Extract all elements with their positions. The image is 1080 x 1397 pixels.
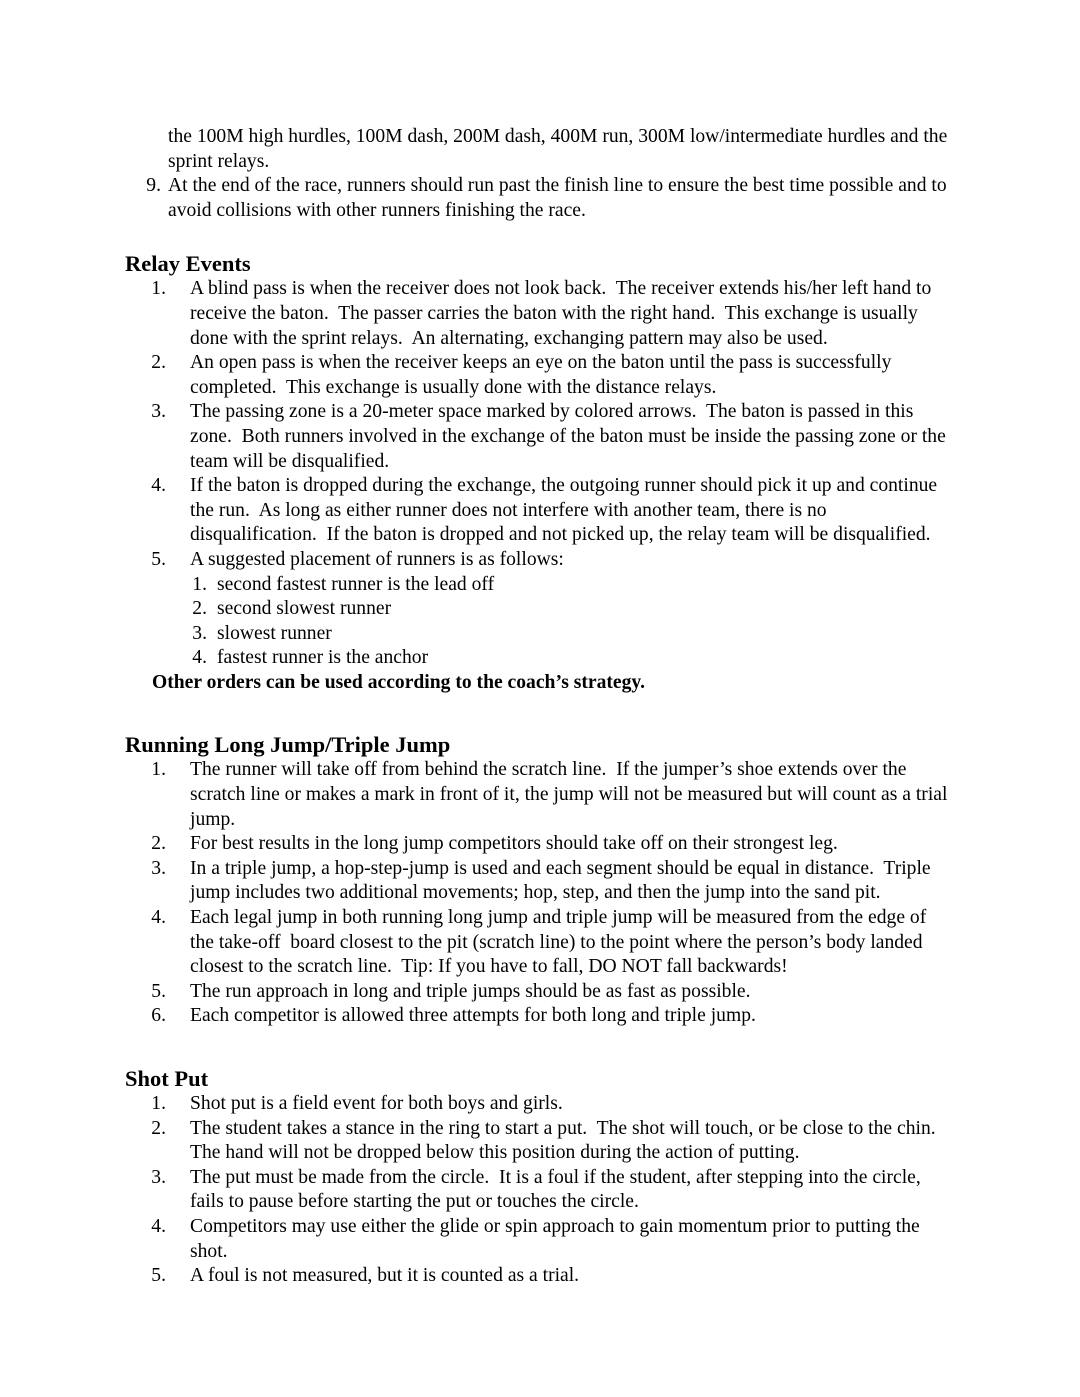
list-marker: 3.	[192, 622, 207, 644]
list-item-text: The student takes a stance in the ring to start a put. The shot will touch, or be close to the chin. The hand will not be dropped below this position during the action of putting.	[190, 1117, 941, 1164]
list-item-text: At the end of the race, runners should run past the finish line to ensure the best time possible and to avoid collisions with other runners finishing the race.	[168, 175, 952, 221]
list-item-text: A suggested placement of runners is as follows:	[190, 548, 564, 570]
list-marker: 5.	[151, 548, 166, 570]
list-item-text: A blind pass is when the receiver does not look back. The receiver extends his/her left hand to receive the baton. The passer carries the baton with the right hand. This exchange is usually done with the sprint relays. An alternating, exchanging pattern may also be used.	[190, 278, 937, 349]
long-jump-list	[125, 758, 955, 1029]
list-item	[125, 277, 955, 351]
list-marker: 4.	[151, 475, 166, 497]
runner-placement-sublist	[125, 573, 955, 671]
list-marker: 2.	[151, 833, 166, 855]
list-item-text: The runner will take off from behind the scratch line. If the jumper’s shoe extends over the scratch line or makes a mark in front of it, the jump will not be measured but will count as a trial jump.	[190, 759, 953, 830]
document-body	[125, 125, 955, 1289]
section-heading-running-long-jump-triple-jump: Running Long Jump/Triple Jump	[125, 732, 451, 758]
list-item	[125, 832, 955, 857]
spacer	[125, 695, 955, 722]
spacer	[125, 1029, 955, 1056]
list-item-text: slowest runner	[217, 622, 332, 644]
list-item	[125, 351, 955, 400]
spacer	[125, 1056, 955, 1065]
list-item	[125, 474, 955, 548]
list-marker: 9.	[146, 175, 161, 197]
list-marker: 3.	[151, 857, 166, 879]
list-item	[125, 758, 955, 832]
list-item-text: Competitors may use either the glide or spin approach to gain momentum prior to putting the shot.	[190, 1215, 925, 1262]
list-item	[125, 573, 955, 598]
list-marker: 4.	[192, 647, 207, 669]
list-item-text: Each competitor is allowed three attempts for both long and triple jump.	[190, 1005, 756, 1027]
list-item	[125, 980, 955, 1005]
list-item-text: second fastest runner is the lead off	[217, 573, 495, 595]
list-marker: 2.	[151, 1117, 166, 1139]
spacer	[125, 223, 955, 250]
list-marker: 5.	[151, 1265, 166, 1287]
list-marker: 4.	[151, 907, 166, 929]
list-item-text: The run approach in long and triple jumps should be as fast as possible.	[190, 980, 751, 1002]
list-item	[125, 548, 955, 573]
list-marker: 3.	[151, 1166, 166, 1188]
list-item	[125, 622, 955, 647]
list-marker: 1.	[151, 278, 166, 300]
list-item	[125, 906, 955, 980]
relay-events-list	[125, 277, 955, 572]
list-marker: 6.	[151, 1005, 166, 1027]
list-marker: 2.	[192, 598, 207, 620]
list-item	[125, 1215, 955, 1264]
list-item	[125, 1264, 955, 1289]
list-item-text: In a triple jump, a hop-step-jump is used and each segment should be equal in distance. Triple jump includes two additional movements; hop, step, and then the jump into the sand pit.	[190, 857, 936, 904]
list-item	[125, 857, 955, 906]
carryover-list	[125, 174, 955, 223]
list-item-text: Shot put is a field event for both boys and girls.	[190, 1093, 563, 1114]
carryover-continuation-text: the 100M high hurdles, 100M dash, 200M dash, 400M run, 300M low/intermediate hurdles and the sprint relays.	[168, 126, 953, 172]
list-item-text: An open pass is when the receiver keeps an eye on the baton until the pass is successfully completed. This exchange is usually done with the distance relays.	[190, 352, 897, 398]
list-marker: 1.	[151, 759, 166, 781]
list-item-text: For best results in the long jump competitors should take off on their strongest leg.	[190, 833, 838, 855]
list-item	[125, 1004, 955, 1029]
list-marker: 4.	[151, 1215, 166, 1237]
list-item-text: Each legal jump in both running long jump and triple jump will be measured from the edge of the take-off board closest to the pit (scratch line) to the point where the person’s body landed closest to the scratch line. Tip: If you have to fall, DO NOT fall backwards!	[190, 907, 932, 978]
list-item	[125, 400, 955, 474]
list-marker: 1.	[151, 1093, 166, 1114]
list-marker: 3.	[151, 401, 166, 423]
list-item	[125, 646, 955, 671]
list-item-text: fastest runner is the anchor	[217, 647, 429, 669]
list-item-text: If the baton is dropped during the exchange, the outgoing runner should pick it up and continue the run. As long as either runner does not interfere with another team, there is no disqualification. If the baton is dropped and not picked up, the relay team will be disqualified.	[190, 475, 943, 546]
list-item-text: The put must be made from the circle. It is a foul if the student, after stepping into the circle, fails to pause before starting the put or touches the circle.	[190, 1166, 926, 1213]
list-item-text: The passing zone is a 20-meter space marked by colored arrows. The baton is passed in this zone. Both runners involved in the exchange of the baton must be inside the passing zone or the team will be disqualified.	[190, 401, 951, 472]
list-item	[125, 1166, 955, 1215]
list-marker: 2.	[151, 352, 166, 374]
section-heading-shot-put: Shot Put	[125, 1066, 209, 1091]
list-item	[125, 597, 955, 622]
spacer	[125, 722, 955, 731]
list-marker: 5.	[151, 980, 166, 1002]
list-item-text: second slowest runner	[217, 598, 392, 620]
section-heading-relay-events: Relay Events	[125, 251, 251, 277]
list-item	[125, 174, 955, 223]
list-item	[125, 1117, 955, 1166]
relay-events-note: Other orders can be used according to the coach’s strategy.	[152, 671, 646, 693]
shot-put-list	[125, 1092, 955, 1289]
list-marker: 1.	[192, 573, 207, 595]
list-item	[125, 1092, 955, 1117]
list-item-text: A foul is not measured, but it is counted as a trial.	[190, 1265, 580, 1287]
